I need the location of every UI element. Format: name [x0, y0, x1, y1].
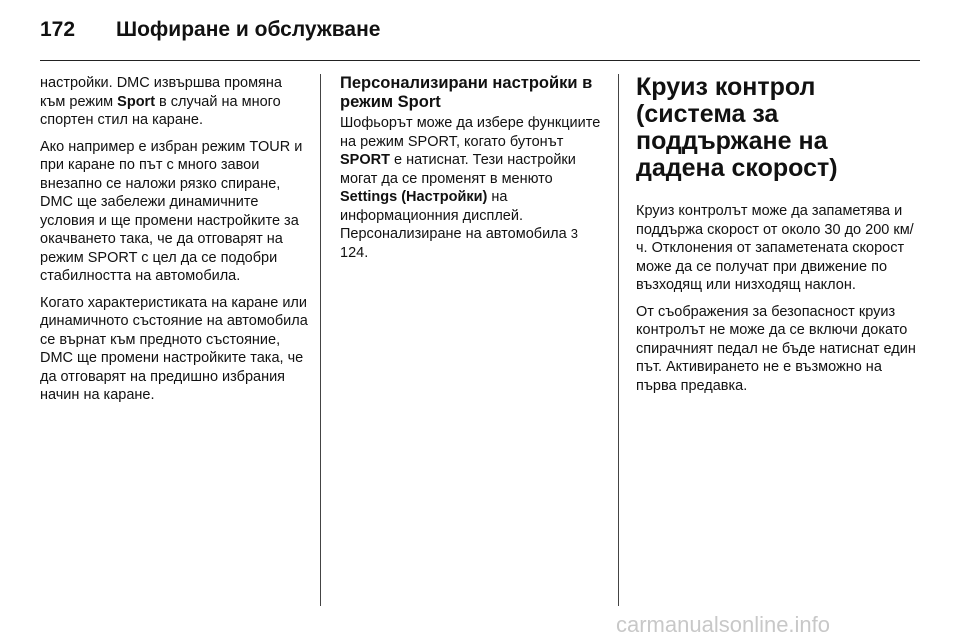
page-reference[interactable]: 124.	[340, 244, 369, 261]
column-left	[40, 74, 310, 413]
column-divider	[618, 74, 619, 606]
column-right	[636, 74, 922, 403]
header-rule	[40, 60, 920, 61]
chapter-title: Шофиране и обслужване	[116, 18, 381, 41]
watermark: carmanualsonline.info	[616, 612, 831, 637]
text: Шофьорът може да избере функциите на режим SPORT, когато бутонът	[340, 115, 601, 150]
column-middle	[340, 74, 608, 270]
paragraph	[40, 74, 310, 130]
page-number: 172	[40, 18, 76, 41]
paragraph: Круиз контролът може да запаметява и поддържа скорост от около 30 до 200 км/ч. Отклонения от запаметената скорост може да се получат при движение по възходящ или низходящ наклон.	[636, 203, 914, 293]
text: е натиснат. Тези настройки могат да се променят в менюто	[340, 152, 576, 187]
text: на информационния дисплей. Персонализиране на автомобила	[340, 189, 571, 242]
text: настройки. DMC извършва промяна към режим	[40, 75, 282, 110]
text: в случай на много спортен стил на каране.	[40, 93, 281, 128]
paragraph: От съображения за безопасност круиз контролът не може да се включи докато спирачният педал не бъде натиснат един път. Активирането не е възможно на първа предавка.	[636, 303, 916, 394]
paragraph: Когато характеристиката на каране или динамичното състояние на автомобила се върнат към предното състояние, DMC ще промени настройките така, че да отговарят на предишно избрания начин на каране.	[40, 294, 308, 403]
bold-term: Sport	[117, 93, 156, 110]
page-reference-icon[interactable]: 3	[570, 226, 578, 241]
section-title: Круиз контрол (система за поддържане на дадена скорост)	[636, 73, 838, 182]
bold-term: SPORT	[340, 152, 390, 168]
page-header	[40, 10, 380, 50]
paragraph	[340, 114, 608, 262]
section-heading: Персонализирани настройки в режим Sport	[340, 74, 593, 111]
column-divider	[320, 74, 321, 606]
bold-term: Settings (Настройки)	[340, 189, 488, 205]
paragraph: Ако например е избран режим TOUR и при каране по път с много завои внезапно се наложи рязко спиране, DMC ще забележи динамичните условия и ще промени настройките за окачването така, че да отговарят на режим SPORT с цел да се подобри стабилността на автомобила.	[40, 138, 303, 284]
